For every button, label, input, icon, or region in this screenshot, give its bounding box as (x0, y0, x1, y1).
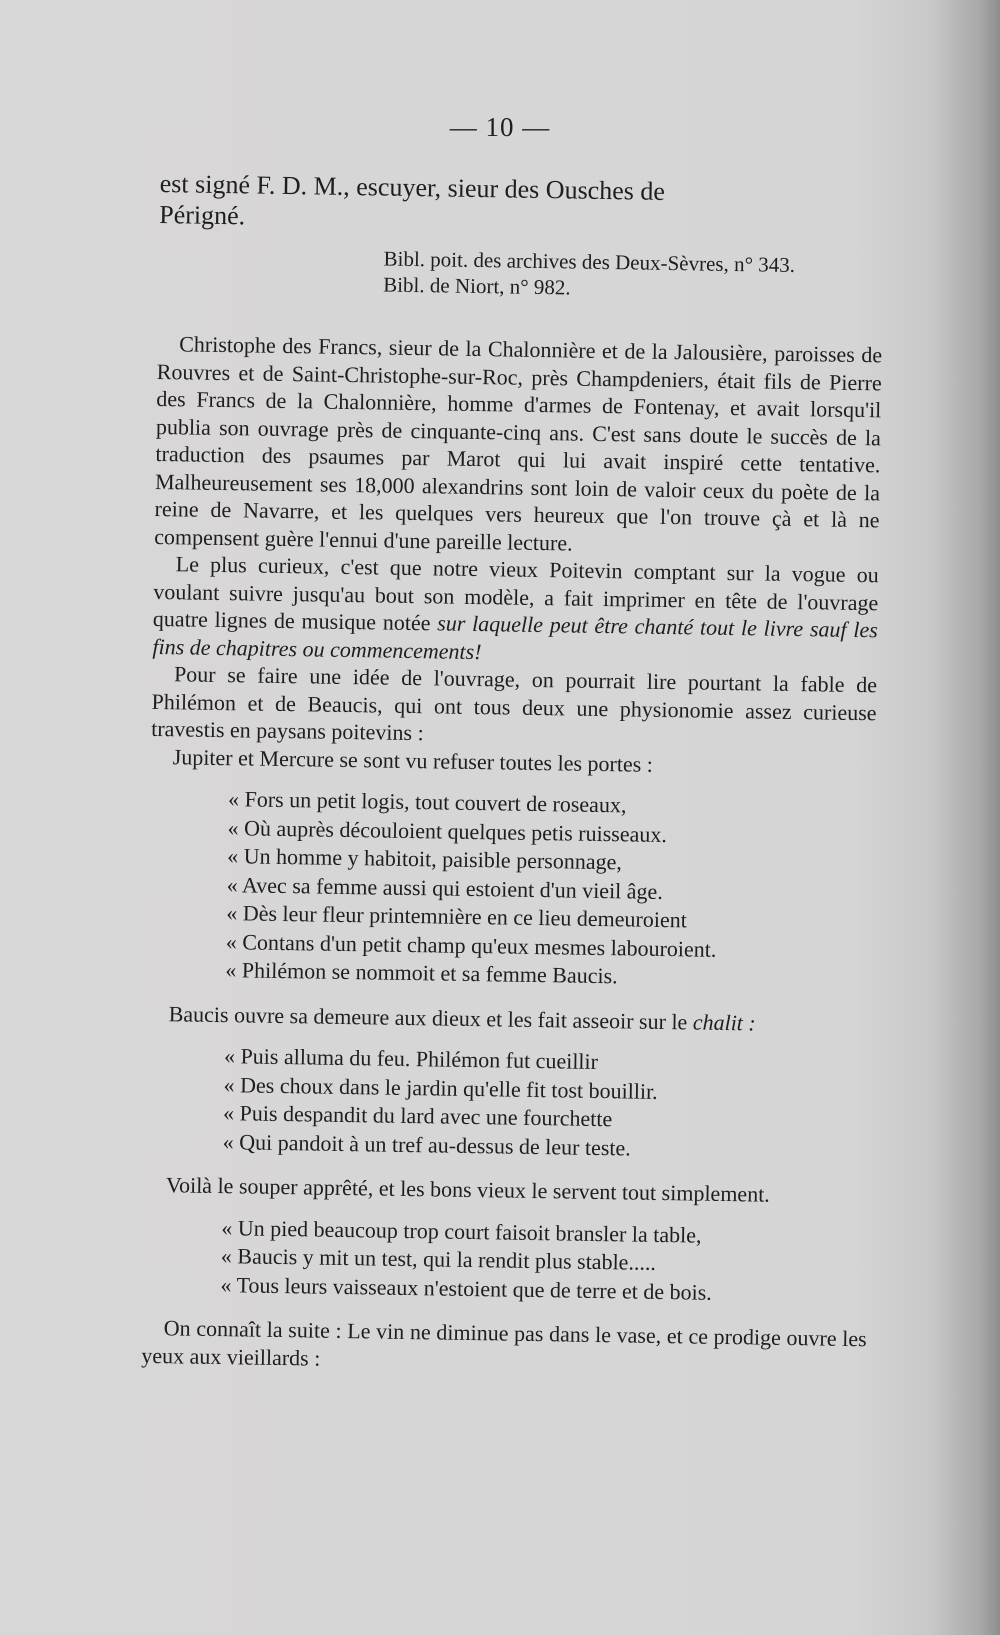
verse-line: « Contans d'un petit champ qu'eux mesmes labouroient. (225, 928, 717, 962)
verse-line: « Baucis y mit un test, qui la rendit plus stable..... (220, 1243, 657, 1275)
verse-block (222, 1042, 871, 1166)
paragraph-text: Baucis ouvre sa demeure aux dieux et les fait asseoir sur le (168, 1000, 694, 1034)
verse-block (225, 785, 875, 995)
italic-quote: sur laquelle peut être chanté tout le livre sauf les fins de chapitres ou commencements! (152, 610, 879, 664)
paragraph: Voilà le souper apprêté, et les bons vieux le servent tout simplement. (165, 1172, 770, 1207)
italic-word: chalit : (692, 1008, 756, 1035)
verse-block (220, 1214, 868, 1310)
page-number: — 10 — (449, 112, 551, 142)
page-body (141, 168, 885, 1380)
verse-line: « Puis alluma du feu. Philémon fut cueillir (223, 1043, 599, 1074)
verse-line: « Un pied beaucoup trop court faisoit bransler la table, (221, 1214, 702, 1248)
reference-line: Bibl. poit. des archives des Deux-Sèvres, n° 343. (383, 246, 796, 277)
paragraph: Christophe des Francs, sieur de la Chalonnière et de la Jalousière, paroisses de Rouvres et de Saint-Christophe-sur-Roc, près Champdeniers, était fils de Pierre des Francs de la Chalonnière, homme d'armes de Fontenay, et avait lorsqu'il publia son ouvrage près de cinquante-cinq ans. C'est sans doute le succès de la traduction des psaumes par Marot qui lui avait inspiré cette tentative. Malheureusement ses 18,000 alexandrins sont loin de valoir ceux du poète de la reine de Navarre, et les quelques vers heureux que l'on trouve çà et là ne compensent guère l'ennui d'une pareille lecture. (154, 331, 883, 556)
verse-line: « Tous leurs vaisseaux n'estoient que de terre et de bois. (220, 1271, 713, 1305)
verse-line: « Dès leur fleur printemnière en ce lieu demeuroient (226, 900, 688, 933)
intro-line: est signé F. D. M., escuyer, sieur des Ousches de (159, 168, 666, 206)
paragraph: Jupiter et Mercure se sont vu refuser toutes les portes : (172, 743, 654, 777)
paragraph: Pour se faire une idée de l'ouvrage, on pourrait lire pourtant la fable de Philémon et de Beaucis, qui ont tous deux une physionomie assez curieuse travestis en paysans poitevins : (150, 661, 878, 746)
intro-line: Périgné. (159, 199, 246, 231)
paragraph-text: Le plus curieux, c'est que notre vieux Poitevin comptant sur la vogue ou voulant suivre jusqu'au bout son modèle, a fait imprimer en tête de l'ouvrage quatre lignes de musique notée (152, 551, 879, 636)
verse-line: « Des choux dans le jardin qu'elle fit tost bouillir. (223, 1071, 658, 1104)
verse-line: « Avec sa femme aussi qui estoient d'un vieil âge. (226, 871, 664, 904)
paragraph (152, 550, 879, 671)
verse-line: « Puis despandit du lard avec une fourchette (222, 1100, 613, 1132)
verse-line: « Philémon se nommoit et sa femme Baucis. (225, 957, 618, 989)
verse-line: « Où auprès découloient quelques petis ruisseaux. (227, 814, 668, 847)
verse-line: « Qui pandoit à un tref au-dessus de leur teste. (222, 1128, 631, 1161)
intro-text (159, 168, 885, 241)
paragraph (147, 999, 872, 1038)
verse-line: « Un homme y habitoit, paisible personnage, (227, 843, 623, 875)
bibliographic-references (383, 246, 884, 306)
reference-line: Bibl. de Niort, n° 982. (383, 272, 571, 300)
verse-line: « Fors un petit logis, tout couvert de roseaux, (227, 786, 627, 818)
paragraph: On connaît la suite : Le vin ne diminue pas dans le vase, et ce prodige ouvre les yeux aux vieillards : (141, 1315, 867, 1371)
